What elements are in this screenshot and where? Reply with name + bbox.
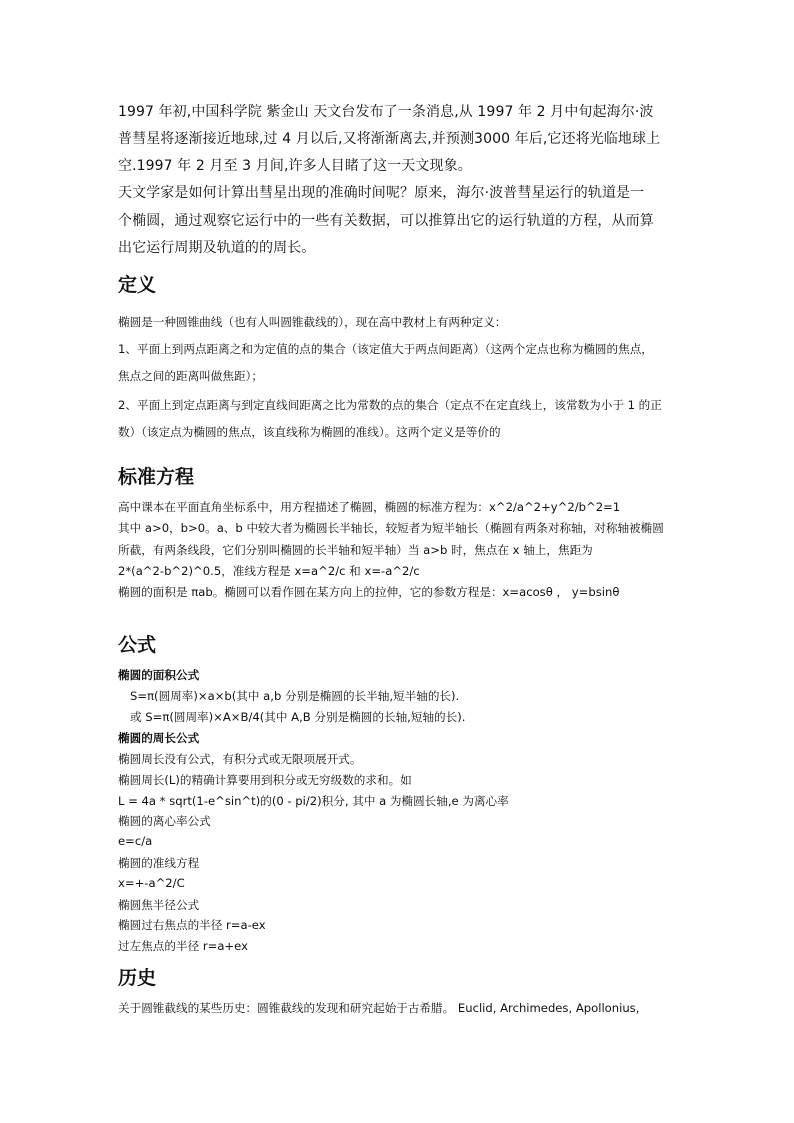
area-formula-title: 椭圆的面积公式 [118, 668, 200, 682]
formula-line: 椭圆焦半径公式 [118, 898, 200, 912]
definition-line: 2、平面上到定点距离与到定直线间距离之比为常数的点的集合（定点不在定直线上，该常数为小于 1 的正 [118, 398, 662, 412]
intro-line: 出它运行周期及轨道的的周长。 [118, 240, 316, 256]
formula-line: e=c/a [118, 834, 153, 848]
section-heading-formulas: 公式 [118, 634, 157, 656]
section-heading-definition: 定义 [118, 274, 157, 296]
intro-line: 普彗星将逐渐接近地球,过 4 月以后,又将渐渐离去,并预测3000 年后,它还将光临地球上 [118, 131, 661, 147]
formula-line: 椭圆的离心率公式 [118, 814, 211, 828]
formula-line: 过左焦点的半径 r=a+ex [118, 939, 248, 953]
definition-line: 椭圆是一种圆锥曲线（也有人叫圆锥截线的），现在高中教材上有两种定义： [118, 315, 507, 329]
intro-line: 1997 年初,中国科学院 紫金山 天文台发布了一条消息,从 1997 年 2 月中旬起海尔·波 [118, 104, 654, 120]
definition-line: 焦点之间的距离叫做焦距）； [118, 369, 263, 383]
equation-line: 2*(a^2-b^2)^0.5，准线方程是 x=a^2/c 和 x=-a^2/c [118, 564, 420, 578]
definition-line: 数）（该定点为椭圆的焦点，该直线称为椭圆的准线）。这两个定义是等价的 [118, 425, 501, 439]
intro-line: 空.1997 年 2 月至 3 月间,许多人目睹了这一天文现象。 [118, 158, 472, 174]
equation-line: 所截，有两条线段，它们分别叫椭圆的长半轴和短半轴）当 a>b 时，焦点在 x 轴上，焦距为 [118, 543, 593, 557]
history-line: 关于圆锥截线的某些历史：圆锥截线的发现和研究起始于古希腊。 Euclid, Archimedes, Apollonius, [118, 1001, 640, 1015]
equation-line: 高中课本在平面直角坐标系中，用方程描述了椭圆，椭圆的标准方程为：x^2/a^2+y^2/b^2=1 [118, 500, 621, 514]
equation-line: 其中 a>0，b>0。a、b 中较大者为椭圆长半轴长，较短者为短半轴长（椭圆有两条对称轴，对称轴被椭圆 [118, 521, 664, 535]
formula-line: L = 4a * sqrt(1-e^sin^t)的(0 - pi/2)积分, 其中 a 为椭圆长轴,e 为离心率 [118, 794, 509, 808]
formula-line: x=+-a^2/C [118, 876, 185, 890]
definition-line: 1、平面上到两点距离之和为定值的点的集合（该定值大于两点间距离）（这两个定点也称为椭圆的焦点， [118, 342, 653, 356]
section-heading-history: 历史 [118, 967, 157, 989]
formula-line: 椭圆周长没有公式，有积分式或无限项展开式。 [118, 752, 362, 766]
perimeter-formula-title: 椭圆的周长公式 [118, 731, 200, 745]
formula-line: 椭圆的准线方程 [118, 856, 200, 870]
formula-line: 椭圆周长(L)的精确计算要用到积分或无穷级数的求和。如 [118, 773, 412, 787]
intro-line: 个椭圆，通过观察它运行中的一些有关数据，可以推算出它的运行轨道的方程，从而算 [118, 213, 654, 229]
formula-line: 椭圆过右焦点的半径 r=a-ex [118, 918, 266, 932]
equation-line: 椭圆的面积是 πab。椭圆可以看作圆在某方向上的拉伸，它的参数方程是：x=acosθ ， y=bsinθ [118, 585, 620, 599]
area-formula-line: 或 S=π(圆周率)×A×B/4(其中 A,B 分别是椭圆的长轴,短轴的长). [130, 710, 466, 724]
intro-line: 天文学家是如何计算出彗星出现的准确时间呢？原来，海尔·波普彗星运行的轨道是一 [118, 185, 645, 201]
area-formula-line: S=π(圆周率)×a×b(其中 a,b 分别是椭圆的长半轴,短半轴的长). [130, 689, 460, 703]
section-heading-standard-equation: 标准方程 [118, 466, 195, 488]
